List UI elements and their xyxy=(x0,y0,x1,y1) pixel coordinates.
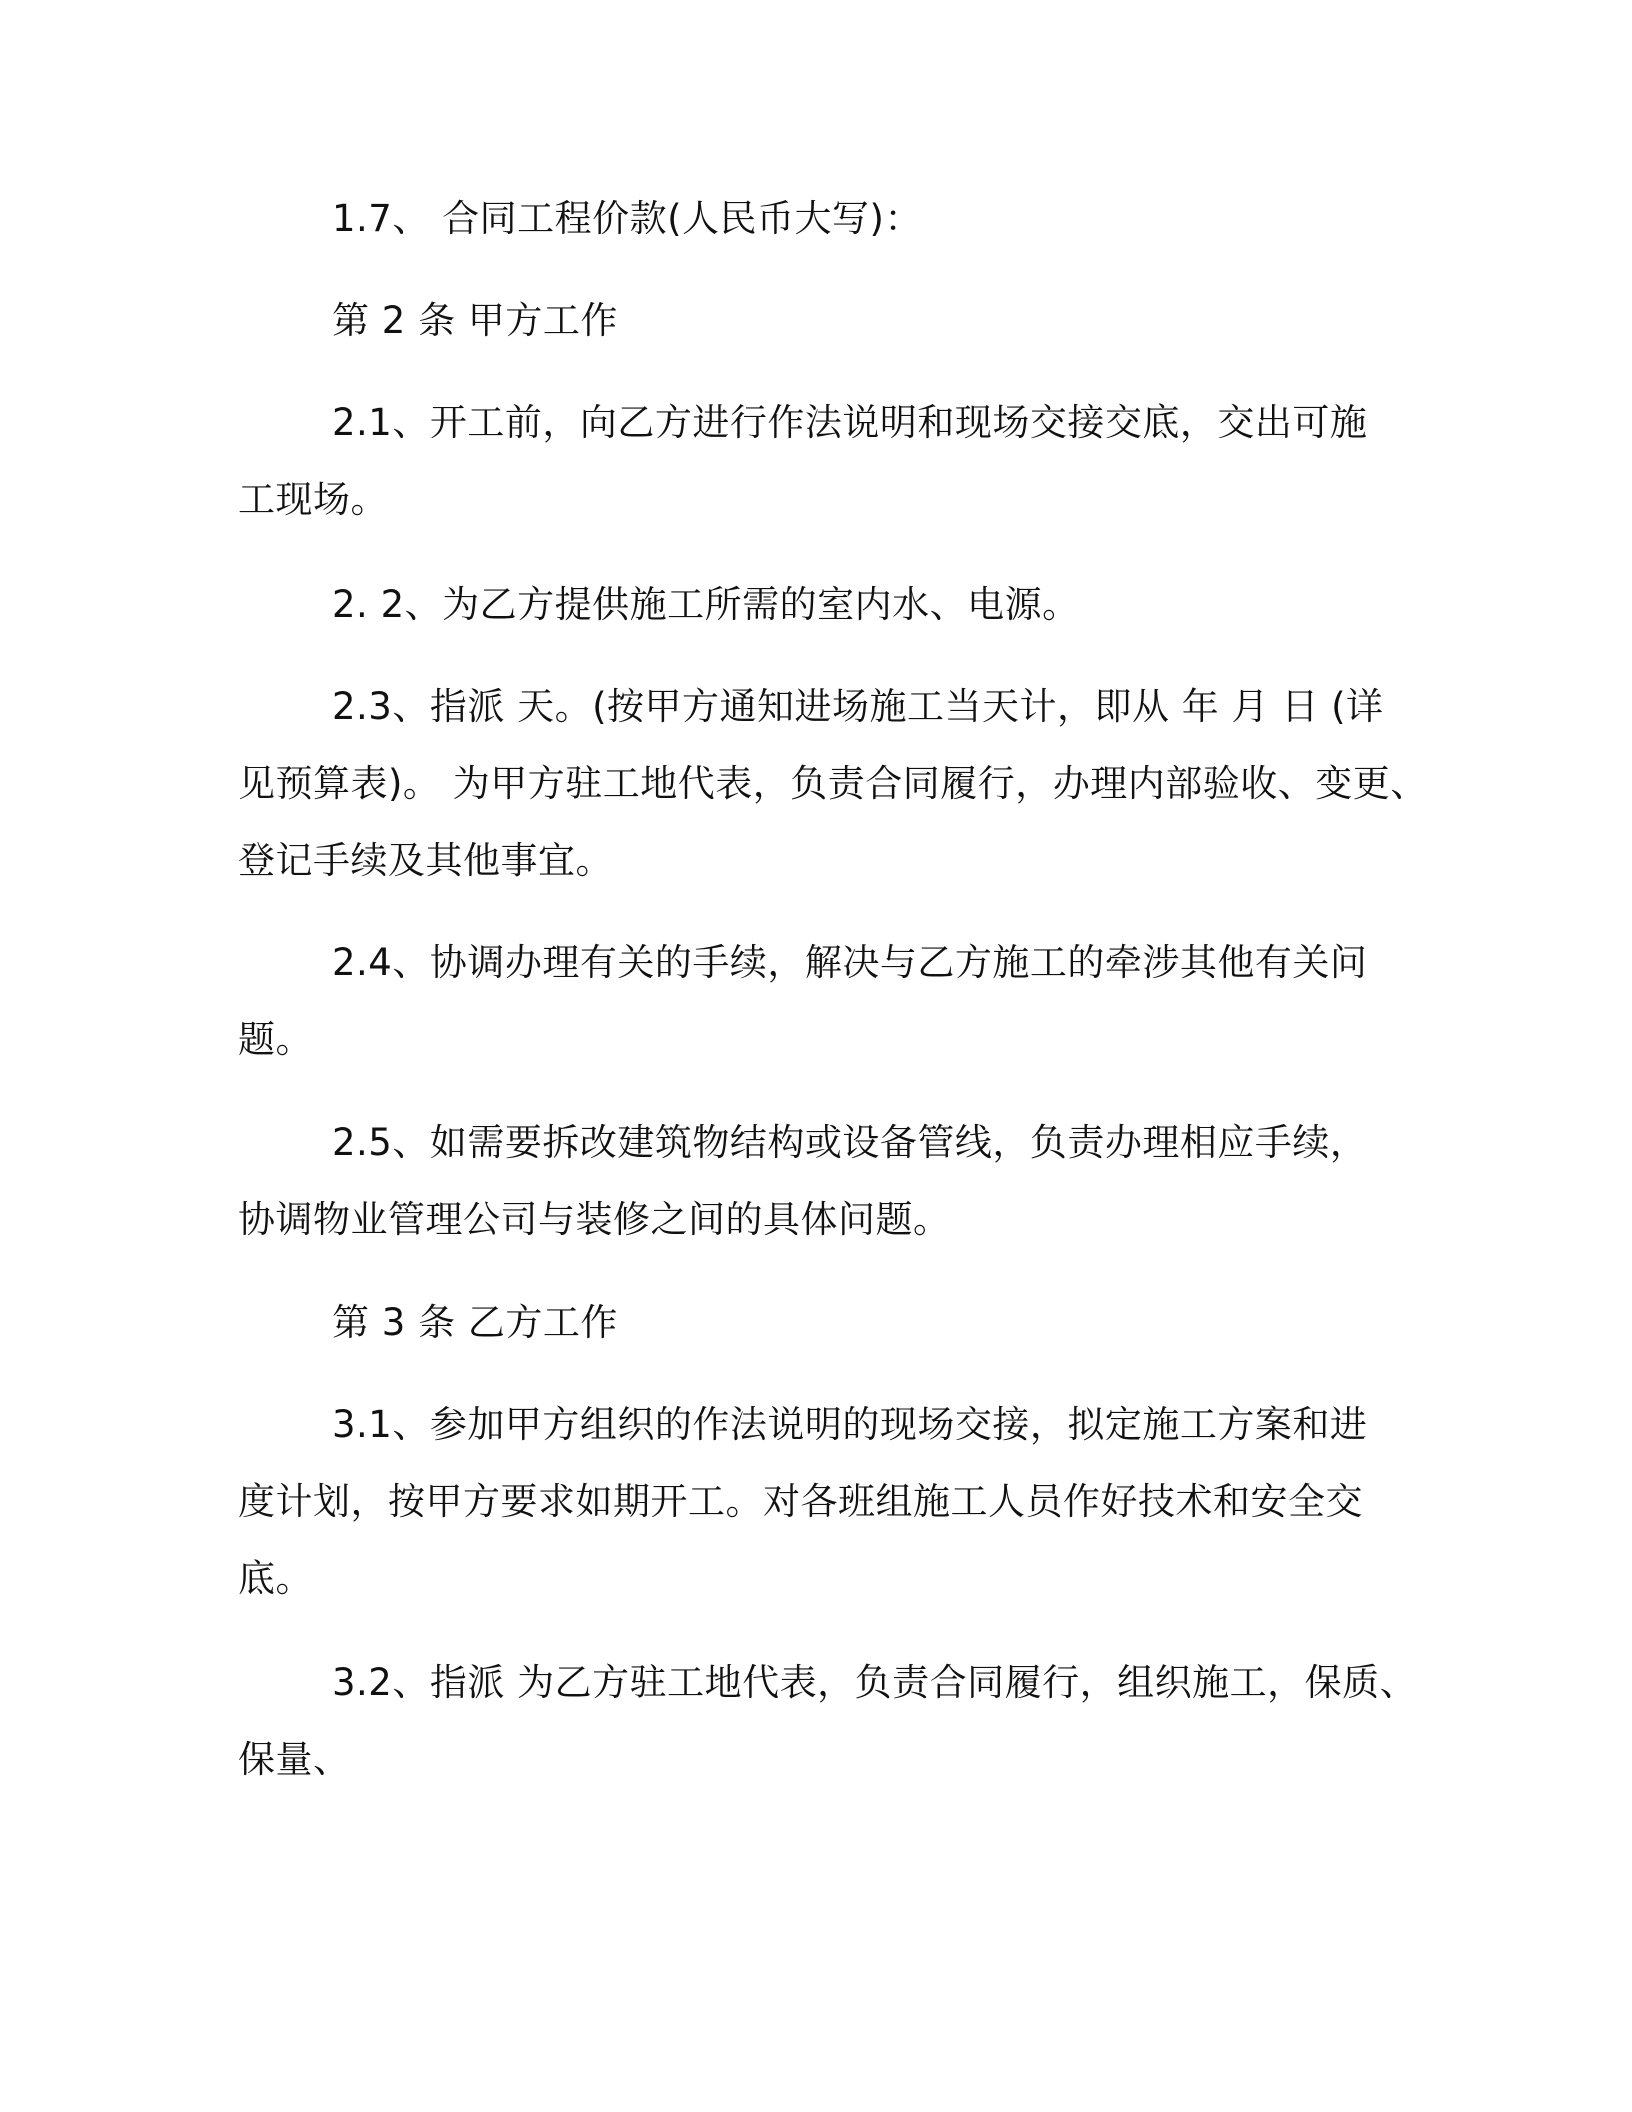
clause-2-4-line-1: 2.4、协调办理有关的手续，解决与乙方施工的牵涉其他有关问 xyxy=(332,941,1368,984)
clause-2-5-line-1: 2.5、如需要拆改建筑物结构或设备管线，负责办理相应手续， xyxy=(332,1121,1368,1164)
clause-2-3-line-3: 登记手续及其他事宜。 xyxy=(238,839,613,882)
clause-3-2-line-1: 3.2、指派 为乙方驻工地代表，负责合同履行，组织施工，保质、 xyxy=(332,1661,1418,1704)
clause-2-2: 2. 2、为乙方提供施工所需的室内水、电源。 xyxy=(332,583,1080,626)
clause-2-3-line-2: 见预算表)。 为甲方驻工地代表，负责合同履行，办理内部验收、变更、 xyxy=(238,762,1428,805)
clause-2-1-line-2: 工现场。 xyxy=(238,478,388,521)
clause-2-4-line-2: 题。 xyxy=(238,1018,313,1061)
clause-1-7: 1.7、 合同工程价款(人民币大写)： xyxy=(332,197,922,240)
clause-3-1-line-2: 度计划，按甲方要求如期开工。对各班组施工人员作好技术和安全交 xyxy=(238,1480,1363,1523)
clause-3-2-line-2: 保量、 xyxy=(238,1738,351,1781)
article-3-heading: 第 3 条 乙方工作 xyxy=(332,1301,618,1344)
clause-2-3-line-1: 2.3、指派 天。(按甲方通知进场施工当天计，即从 年 月 日 (详 xyxy=(332,685,1384,728)
article-2-heading: 第 2 条 甲方工作 xyxy=(332,299,618,342)
clause-3-1-line-3: 底。 xyxy=(238,1557,313,1600)
clause-2-1-line-1: 2.1、开工前，向乙方进行作法说明和现场交接交底，交出可施 xyxy=(332,401,1368,444)
clause-3-1-line-1: 3.1、参加甲方组织的作法说明的现场交接，拟定施工方案和进 xyxy=(332,1403,1368,1446)
clause-2-5-line-2: 协调物业管理公司与装修之间的具体问题。 xyxy=(238,1198,951,1241)
